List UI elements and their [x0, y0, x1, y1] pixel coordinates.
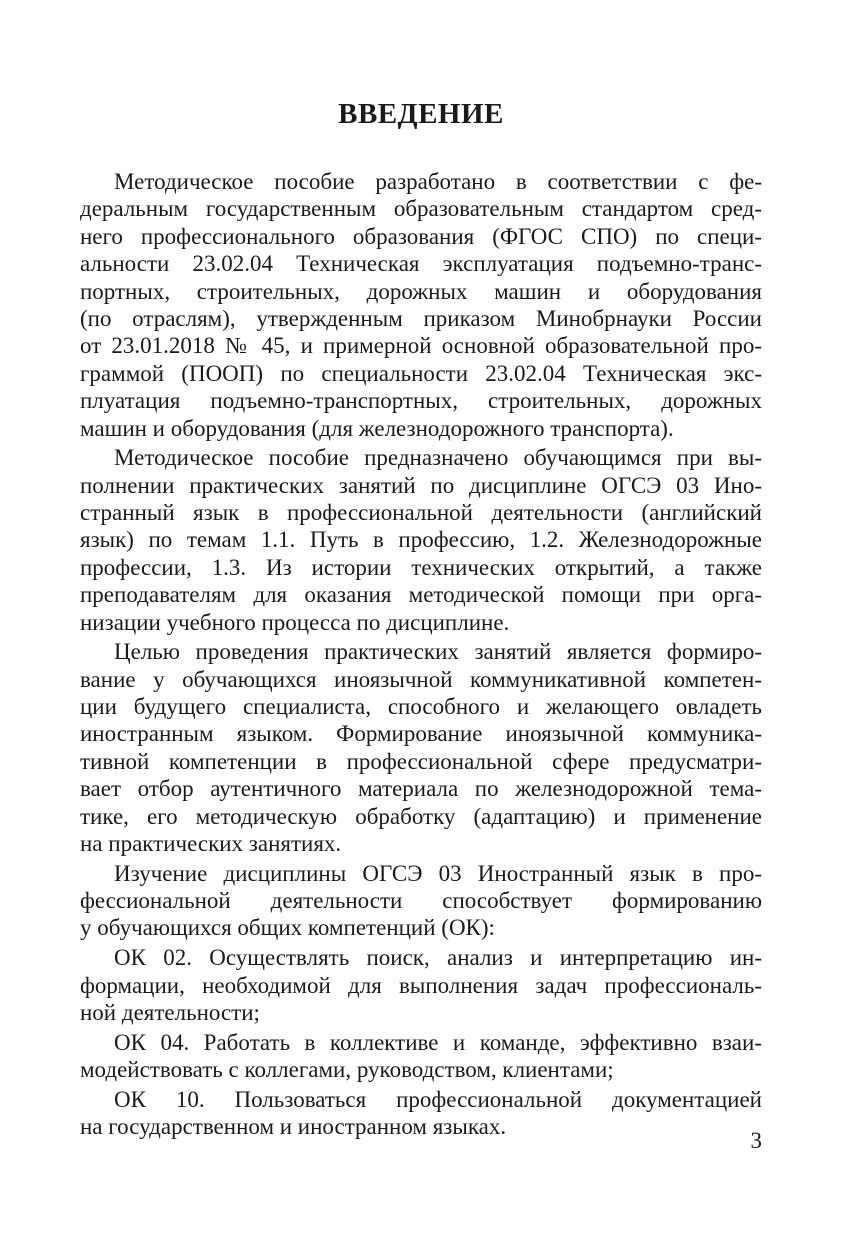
text-line: (по отраслям), утвержденным приказом Минобрнауки России [80, 305, 762, 331]
text-line: у обучающихся общих компетенций (ОК): [80, 915, 495, 941]
text-line: машин и оборудования (для железнодорожного транспорта). [80, 415, 674, 441]
text-line: альности 23.02.04 Техническая эксплуатация подъемно-транс- [80, 251, 762, 277]
paragraph [80, 1086, 762, 1141]
text-line: него профессионального образования (ФГОС СПО) по специ- [80, 223, 762, 249]
text-line: вает отбор аутентичного материала по железнодорожной тема- [80, 776, 762, 802]
document-page [80, 0, 762, 1241]
text-line: ОК 04. Работать в коллективе и команде, эффективно взаи- [114, 1029, 762, 1055]
text-line: деральным государственным образовательным стандартом сред- [80, 196, 762, 222]
text-line: тивной компетенции в профессиональной сфере предусматри- [80, 748, 762, 774]
text-line: на практических занятиях. [80, 830, 342, 856]
text-line: на государственном и иностранном языках. [80, 1114, 507, 1140]
text-line: Целью проведения практических занятий является формиро- [114, 639, 762, 665]
text-line: от 23.01.2018 № 45, и примерной основной образовательной про- [80, 333, 762, 359]
text-line: профессии, 1.3. Из истории технических открытий, а также [80, 554, 762, 580]
text-line: странный язык в профессиональной деятельности (английский [80, 499, 762, 525]
text-line: Методическое пособие разработано в соответствии с фе- [114, 169, 762, 194]
text-line: ОК 10. Пользоваться профессиональной документацией [114, 1086, 762, 1112]
text-line: преподавателям для оказания методической помощи при орга- [80, 582, 762, 608]
paragraph [80, 860, 762, 942]
text-line: вание у обучающихся иноязычной коммуникативной компетен- [80, 666, 762, 692]
page-title: ВВЕДЕНИЕ [338, 98, 504, 130]
text-line: язык) по темам 1.1. Путь в профессию, 1.2. Железнодорожные [80, 527, 762, 553]
paragraph [80, 944, 762, 1026]
paragraph [80, 168, 762, 442]
text-line: ции будущего специалиста, способного и желающего овладеть [80, 694, 762, 720]
text-line: Изучение дисциплины ОГСЭ 03 Иностранный язык в про- [114, 860, 762, 886]
text-line: модействовать с коллегами, руководством, клиентами; [80, 1056, 614, 1082]
text-line: фессиональной деятельности способствует формированию [80, 888, 762, 914]
body-text [80, 168, 762, 1143]
text-line: низации учебного процесса по дисциплине. [80, 609, 510, 635]
text-line: портных, строительных, дорожных машин и оборудования [80, 278, 762, 304]
text-line: плуатация подъемно-транспортных, строительных, дорожных [80, 388, 762, 414]
page-number: 3 [750, 1128, 762, 1153]
text-line: ОК 02. Осуществлять поиск, анализ и интерпретацию ин- [114, 945, 762, 971]
text-line: Методическое пособие предназначено обучающимся при вы- [114, 445, 762, 471]
paragraph [80, 638, 762, 857]
text-line: граммой (ПООП) по специальности 23.02.04 Техническая экс- [80, 360, 762, 386]
text-line: тике, его методическую обработку (адаптацию) и применение [80, 803, 762, 829]
text-line: полнении практических занятий по дисциплине ОГСЭ 03 Ино- [80, 472, 762, 498]
text-line: формации, необходимой для выполнения задач профессиональ- [80, 972, 762, 998]
text-line: иностранным языком. Формирование иноязычной коммуника- [80, 721, 762, 747]
paragraph [80, 1029, 762, 1084]
paragraph [80, 444, 762, 636]
text-line: ной деятельности; [80, 999, 260, 1025]
